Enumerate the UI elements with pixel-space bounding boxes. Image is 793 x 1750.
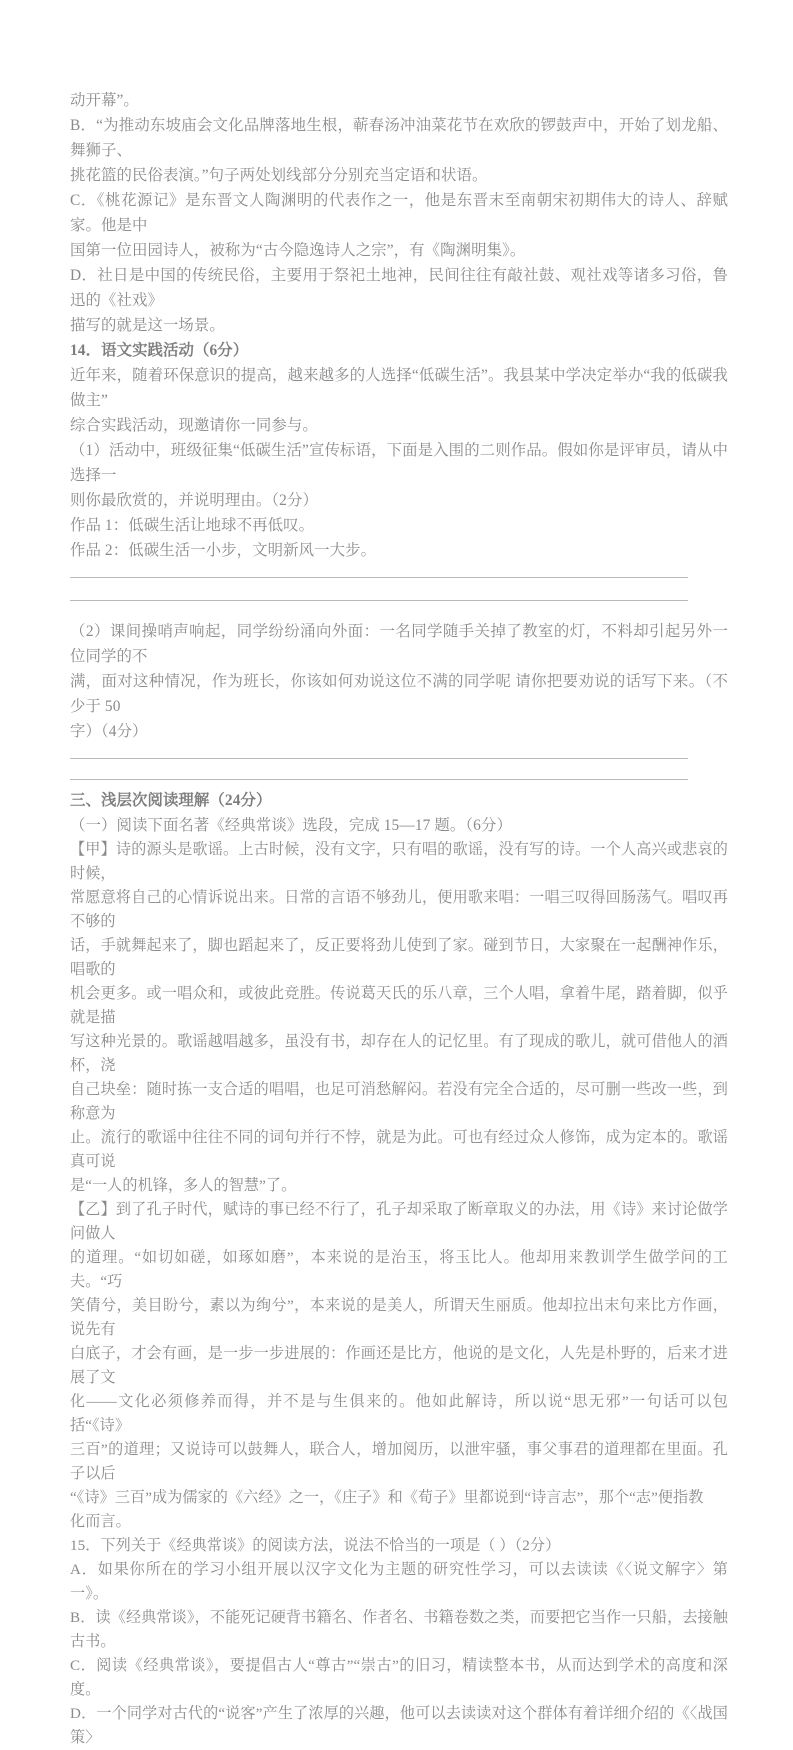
question-15-option-a[interactable]: A．如果你所在的学习小组开展以汉字文化为主题的研究性学习，可以去读读《〈说文解字〉第一》。: [70, 1562, 728, 1602]
question-13-options-block: [70, 88, 728, 338]
question-14-sub2-line-1: （2）课间操哨声响起，同学纷纷涌向外面：一名同学随手关掉了教室的灯，不料却引起另外一位同学的不: [70, 623, 728, 665]
passage-yi-line: 的道理。“如切如磋，如琢如磨”，本来说的是治玉，将玉比人。他却用来教训学生做学问的工夫。“巧: [70, 1250, 728, 1290]
answer-rule-gap: [70, 578, 728, 600]
passage-jia: [70, 838, 728, 1198]
passage-yi-line: “《诗》三百”成为儒家的《六经》之一，《庄子》和《荀子》里都说到“诗言志”，那个“志”便指教: [70, 1490, 704, 1506]
spacer: [70, 601, 728, 619]
passage-jia-line: 是“一人的机锋，多人的智慧”了。: [70, 1178, 297, 1194]
question-14-work-1: 作品 1：低碳生活让地球不再低叹。: [70, 517, 315, 534]
passage-jia-line: 止。流行的歌谣中往往不同的词句并行不悖，就是为此。可也有经过众人修饰，成为定本的。歌谣真可说: [70, 1130, 728, 1170]
passage-jia-line: 自己块垒：随时拣一支合适的唱唱，也足可消愁解闷。若没有完全合适的，尽可删一些改一些，到称意为: [70, 1082, 728, 1122]
passage-jia-line: 写这种光景的。歌谣越唱越多，虽没有书，却存在人的记忆里。有了现成的歌儿，就可借他人的酒杯，浇: [70, 1034, 728, 1074]
question-15-option-d[interactable]: D．一个同学对古代的“说客”产生了浓厚的兴趣，他可以去读读对这个群体有着详细介绍的《〈战国策〉: [70, 1706, 728, 1746]
option-b-line-1: B．“为推动东坡庙会文化品牌落地生根，蕲春汤冲油菜花节在欢欣的锣鼓声中，开始了划龙船、舞狮子、: [70, 117, 728, 159]
option-a-tail: 动开幕”。: [70, 92, 139, 109]
spacer: [70, 780, 728, 788]
question-14-intro-line-2: 综合实践活动，现邀请你一同参与。: [70, 417, 318, 434]
option-b-line-2: 挑花篮的民俗表演。”句子两处划线部分分别充当定语和状语。: [70, 167, 488, 184]
question-15-option-b[interactable]: B．读《经典常谈》，不能死记硬背书籍名、作者名、书籍卷数之类，而要把它当作一只船，去接触古书。: [70, 1610, 728, 1650]
passage-yi-line: 化——文化必须修养而得，并不是与生俱来的。他如此解诗，所以说“思无邪”一句话可以包括“《诗》: [70, 1394, 728, 1434]
passage-jia-line: 【甲】诗的源头是歌谣。上古时候，没有文字，只有唱的歌谣，没有写的诗。一个人高兴或悲哀的时候，: [70, 842, 728, 882]
option-d-line-2: 描写的就是这一场景。: [70, 317, 225, 334]
question-14-block: [70, 338, 728, 780]
question-15-block: [70, 1534, 728, 1750]
option-d-line-1: D．社日是中国的传统民俗，主要用于祭祀土地神，民间往往有敲社鼓、观社戏等诸多习俗，鲁迅的《社戏》: [70, 267, 728, 309]
question-14-sub2-line-2: 满，面对这种情况，作为班长，你该如何劝说这位不满的同学呢 请你把要劝说的话写下来。（不少于 50: [70, 673, 728, 715]
page-content: [70, 88, 728, 1750]
question-14-sub2-line-3: 字）（4分）: [70, 723, 148, 740]
passage-yi-line: 白底子，才会有画，是一步一步进展的：作画还是比方，他说的是文化，人先是朴野的，后来才进展了文: [70, 1346, 728, 1386]
option-c-line-2: 国第一位田园诗人，被称为“古今隐逸诗人之宗”，有《陶渊明集》。: [70, 242, 526, 259]
option-c-line-1: C．《桃花源记》是东晋文人陶渊明的代表作之一，他是东晋末至南朝宋初期伟大的诗人、辞赋家。他是中: [70, 192, 728, 234]
answer-lines-sub1[interactable]: [70, 577, 728, 601]
passage-yi: [70, 1198, 728, 1534]
question-14-sub1-line-1: （1）活动中，班级征集“低碳生活”宣传标语，下面是入围的二则作品。假如你是评审员，请从中选择一: [70, 442, 728, 484]
question-14-work-2: 作品 2：低碳生活一小步，文明新风一大步。: [70, 542, 377, 559]
section-three-subheading: （一）阅读下面名著《经典常谈》选段，完成 15—17 题。（6分）: [70, 817, 512, 834]
question-14-heading: 14．语文实践活动（6分）: [70, 342, 249, 359]
section-three-block: [70, 788, 728, 1750]
passage-yi-line: 化而言。: [70, 1514, 131, 1530]
passage-yi-line: 三百”的道理；又说诗可以鼓舞人，联合人，增加阅历，以泄牢骚，事父事君的道理都在里面。孔子以后: [70, 1442, 728, 1482]
passage-jia-line: 常愿意将自己的心情诉说出来。日常的言语不够劲儿，便用歌来唱：一唱三叹得回肠荡气。唱叹再不够的: [70, 890, 728, 930]
passage-yi-line: 笑倩兮，美目盼兮，素以为绚兮”，本来说的是美人，所谓天生丽质。他却拉出末句来比方作画，说先有: [70, 1298, 728, 1338]
question-15-stem: 15．下列关于《经典常谈》的阅读方法，说法不恰当的一项是（ ）（2分）: [70, 1538, 561, 1554]
question-15-option-c[interactable]: C．阅读《经典常谈》，要提倡古人“尊古”“崇古”的旧习，精读整本书，从而达到学术的高度和深度。: [70, 1658, 728, 1698]
question-14-intro-line-1: 近年来，随着环保意识的提高，越来越多的人选择“低碳生活”。我县某中学决定举办“我的低碳我做主”: [70, 367, 728, 409]
question-14-sub1-line-2: 则你最欣赏的，并说明理由。（2分）: [70, 492, 318, 509]
answer-rule-gap: [70, 759, 728, 779]
passage-yi-line: 【乙】到了孔子时代，赋诗的事已经不行了，孔子却采取了断章取义的办法，用《诗》来讨论做学问做人: [70, 1202, 728, 1242]
passage-jia-line: 话，手就舞起来了，脚也蹈起来了，反正要将劲儿使到了家。碰到节日，大家聚在一起酬神作乐，唱歌的: [70, 938, 728, 978]
answer-lines-sub2[interactable]: [70, 758, 728, 780]
spacer: [70, 744, 728, 758]
section-three-heading: 三、浅层次阅读理解（24分）: [70, 792, 272, 809]
spacer: [70, 563, 728, 577]
passage-jia-line: 机会更多。或一唱众和，或彼此竞胜。传说葛天氏的乐八章，三个人唱，拿着牛尾，踏着脚，似乎就是描: [70, 986, 728, 1026]
